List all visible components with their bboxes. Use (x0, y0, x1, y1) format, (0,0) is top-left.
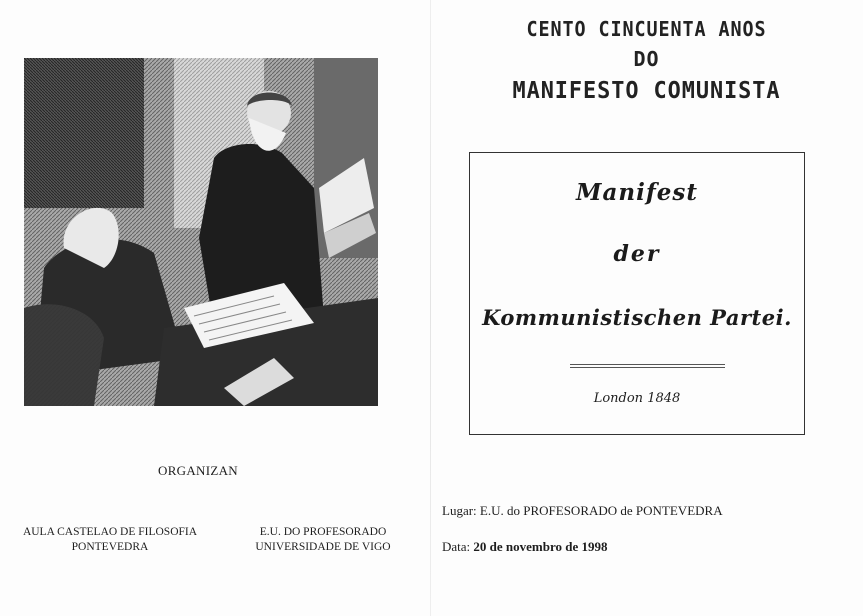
location-label: Lugar: (442, 503, 477, 518)
cover-title-manifest: Manifest (576, 179, 698, 206)
location-value: E.U. do PROFESORADO de PONTEVEDRA (479, 503, 723, 518)
cover-title-der: der (613, 241, 661, 267)
event-location (442, 503, 723, 519)
cover-rule (570, 367, 725, 368)
headline-line-2: DO (633, 47, 660, 71)
cover-rule (570, 364, 725, 365)
headline-line-3: MANIFESTO COMUNISTA (512, 78, 781, 104)
organizer-1-name: AULA CASTELAO DE FILOSOFIA (22, 526, 198, 538)
headline-line-1: CENTO CINCUENTA ANOS (526, 17, 767, 41)
manifesto-cover-frame (469, 152, 805, 435)
organizer-2-university: UNIVERSIDADE DE VIGO (255, 541, 391, 553)
event-date (442, 539, 608, 555)
cover-title-partei: Kommunistischen Partei. (482, 305, 792, 330)
organizer-1-city: PONTEVEDRA (71, 541, 149, 553)
organizer-eu-profesorado (238, 525, 408, 555)
organizer-aula-castelao (10, 525, 210, 555)
engraving-illustration (24, 58, 378, 406)
date-label: Data: (442, 539, 471, 554)
organizer-2-name: E.U. DO PROFESORADO (259, 526, 387, 538)
cover-imprint: London 1848 (593, 391, 681, 406)
date-value: 20 de novembro de 1998 (473, 539, 608, 554)
organizers-heading: ORGANIZAN (158, 463, 238, 478)
page-fold (430, 0, 431, 616)
